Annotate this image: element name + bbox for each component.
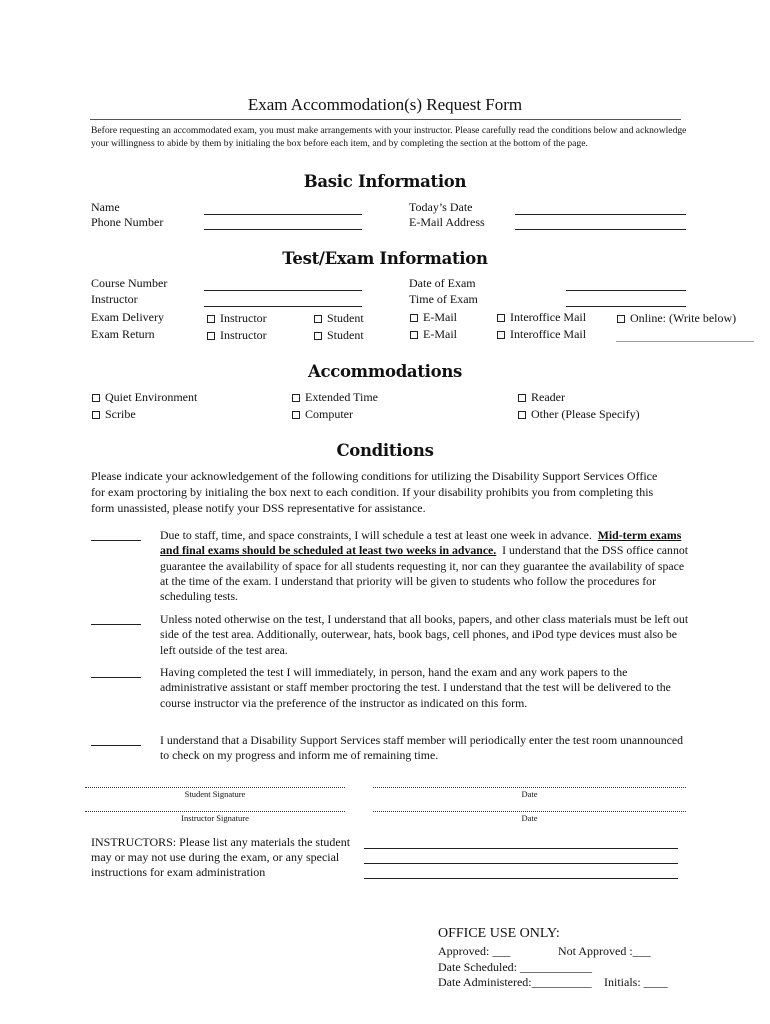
option-label: E-Mail — [423, 310, 457, 324]
instructor-date-line[interactable] — [373, 811, 686, 812]
return-email-option[interactable] — [410, 327, 457, 342]
checkbox-icon — [410, 314, 418, 322]
approved-field[interactable]: Approved: ___ — [438, 944, 511, 958]
initial-field-3[interactable] — [91, 677, 141, 678]
email-field[interactable] — [515, 229, 686, 230]
option-label: Reader — [531, 390, 565, 404]
student-date-line[interactable] — [373, 787, 686, 788]
todays-date-label: Today’s Date — [409, 200, 473, 214]
phone-field[interactable] — [204, 229, 362, 230]
instructions-line-3[interactable] — [364, 878, 678, 879]
return-label: Exam Return — [91, 327, 155, 341]
option-label: Interoffice Mail — [510, 310, 587, 324]
not-approved-field[interactable]: Not Approved :___ — [558, 944, 651, 958]
intro-text: Before requesting an accommodated exam, you must make arrangements with your instructor. Please carefully read the conditions below and acknowledge your willingness to abide by them by initialing the box before each item, and by completing the section at the bottom of the page. — [91, 125, 687, 149]
condition-3: Having completed the test I will immediately, in person, hand the exam and any work papers to the administrative assistant or staff member proctoring the test. I understand that the test will be delivered to the course instructor via the preference of the instructor as indicated on this form. — [160, 665, 671, 710]
checkbox-icon — [207, 315, 215, 323]
option-label: Student — [327, 328, 364, 342]
return-interoffice-option[interactable] — [497, 327, 586, 342]
checkbox-icon — [410, 331, 418, 339]
initials-field[interactable]: Initials: ____ — [604, 975, 668, 989]
instructor-field[interactable] — [204, 306, 362, 307]
student-signature-line[interactable] — [85, 787, 345, 788]
instructions-line-2[interactable] — [364, 863, 678, 864]
condition-2: Unless noted otherwise on the test, I understand that all books, papers, and other class materials must be left out side of the test area. Additionally, outerwear, hats, book bags, cell phones, and iPod type devices must also be left outside of the test area. — [160, 612, 689, 657]
date-exam-field[interactable] — [566, 290, 686, 291]
checkbox-icon — [92, 394, 100, 402]
time-exam-label: Time of Exam — [409, 292, 478, 306]
reader-option[interactable] — [518, 390, 565, 405]
option-label: E-Mail — [423, 327, 457, 341]
initial-field-1[interactable] — [91, 540, 141, 541]
instructor-date-label: Date — [521, 813, 538, 823]
name-field[interactable] — [204, 214, 362, 215]
instructor-label: Instructor — [91, 292, 138, 306]
course-field[interactable] — [204, 290, 362, 291]
checkbox-icon — [518, 394, 526, 402]
accommodations-heading: Accommodations — [307, 362, 463, 381]
option-label: Instructor — [220, 328, 267, 342]
condition-4: I understand that a Disability Support Services staff member will periodically enter the test room unannounced to check on my progress and inform me of remaining time. — [160, 733, 683, 763]
email-label: E-Mail Address — [409, 215, 485, 229]
checkbox-icon — [292, 411, 300, 419]
online-specify-field[interactable] — [616, 341, 754, 342]
date-exam-label: Date of Exam — [409, 276, 476, 290]
test-info-heading: Test/Exam Information — [282, 249, 488, 268]
option-label: Quiet Environment — [105, 390, 198, 404]
other-option[interactable] — [518, 407, 640, 422]
delivery-instructor-option[interactable] — [207, 311, 267, 326]
form-title: Exam Accommodation(s) Request Form — [247, 95, 523, 114]
basic-info-heading: Basic Information — [303, 172, 467, 191]
initial-field-4[interactable] — [91, 745, 141, 746]
conditions-intro: Please indicate your acknowledgement of the following conditions for utilizing the Disability Support Services Office for exam proctoring by initialing the box next to each condition. If your disability prohibits you from completing this form unassisted, please notify your DSS representative for assistance. — [91, 469, 658, 515]
return-student-option[interactable] — [314, 328, 364, 343]
option-label: Other (Please Specify) — [531, 407, 640, 421]
checkbox-icon — [617, 315, 625, 323]
delivery-interoffice-option[interactable] — [497, 310, 586, 325]
delivery-email-option[interactable] — [410, 310, 457, 325]
option-label: Extended Time — [305, 390, 379, 404]
checkbox-icon — [92, 411, 100, 419]
instructor-signature-label: Instructor Signature — [181, 813, 249, 823]
option-label: Scribe — [105, 407, 136, 421]
condition-1 — [160, 528, 690, 604]
title-divider — [90, 119, 681, 120]
checkbox-icon — [497, 314, 505, 322]
return-instructor-option[interactable] — [207, 328, 267, 343]
option-label: Instructor — [220, 311, 267, 325]
computer-option[interactable] — [292, 407, 353, 422]
checkbox-icon — [314, 332, 322, 340]
option-label: Interoffice Mail — [510, 327, 587, 341]
office-use-title: OFFICE USE ONLY: — [438, 926, 560, 941]
checkbox-icon — [207, 332, 215, 340]
student-date-label: Date — [521, 789, 538, 799]
checkbox-icon — [518, 411, 526, 419]
date-administered-field[interactable]: Date Administered:__________ — [438, 975, 592, 989]
extended-option[interactable] — [292, 390, 378, 405]
option-label: Student — [327, 311, 364, 325]
quiet-option[interactable] — [92, 390, 197, 405]
course-label: Course Number — [91, 276, 168, 290]
checkbox-icon — [292, 394, 300, 402]
delivery-label: Exam Delivery — [91, 310, 164, 324]
option-label: Online: (Write below) — [630, 311, 737, 325]
instructor-signature-line[interactable] — [85, 811, 345, 812]
name-label: Name — [91, 200, 120, 214]
conditions-heading: Conditions — [336, 441, 434, 460]
delivery-online-option[interactable] — [617, 311, 736, 326]
option-label: Computer — [305, 407, 353, 421]
delivery-student-option[interactable] — [314, 311, 364, 326]
time-exam-field[interactable] — [566, 306, 686, 307]
condition-1-text-cont: I understand that the DSS office cannot guarantee the availability of space for all students requesting it, nor can they guarantee the availability of space at the time of the exam. I understand that priority will be given to students who follow the procedures for scheduling tests. — [160, 543, 689, 604]
date-scheduled-field[interactable]: Date Scheduled: ____________ — [438, 960, 592, 974]
student-signature-label: Student Signature — [184, 789, 246, 799]
checkbox-icon — [314, 315, 322, 323]
condition-1-emphasis: Mid-term exams and final exams should be scheduled at least two weeks in advance. — [160, 528, 682, 558]
phone-label: Phone Number — [91, 215, 164, 229]
scribe-option[interactable] — [92, 407, 136, 422]
instructors-note: INSTRUCTORS: Please list any materials the student may or may not use during the exam, or any special instructions for exam administration — [91, 835, 351, 879]
todays-date-field[interactable] — [515, 214, 686, 215]
initial-field-2[interactable] — [91, 624, 141, 625]
condition-1-text: Due to staff, time, and space constraints, I will schedule a test at least one week in advance. — [160, 528, 592, 542]
instructions-line-1[interactable] — [364, 848, 678, 849]
checkbox-icon — [497, 331, 505, 339]
